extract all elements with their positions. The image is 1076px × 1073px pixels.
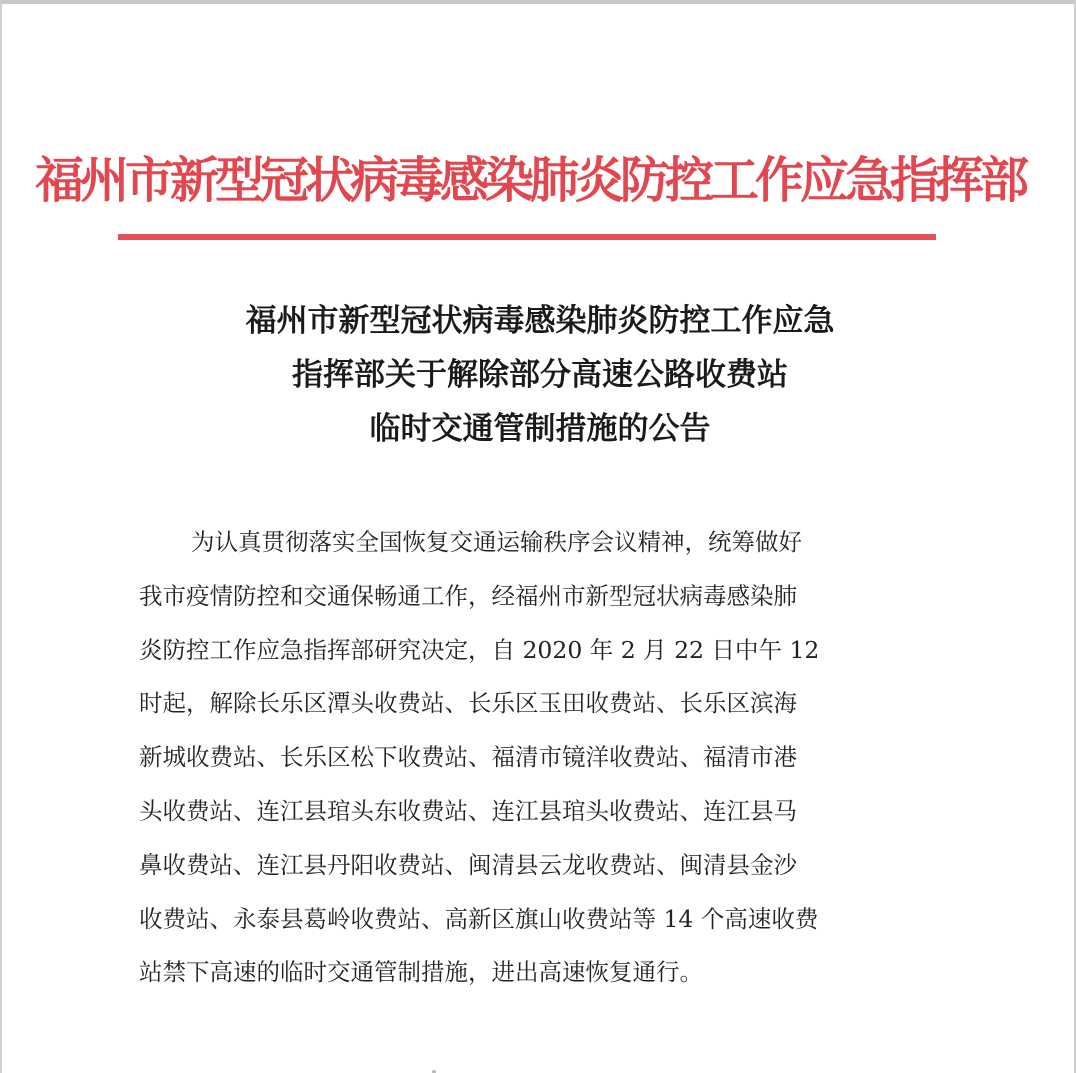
- body-line: 头收费站、连江县琯头东收费站、连江县琯头收费站、连江县马: [139, 796, 797, 825]
- announcement-title: [122, 294, 958, 456]
- title-line: 临时交通管制措施的公告: [369, 411, 711, 447]
- title-line: 福州市新型冠状病毒感染肺炎防控工作应急: [245, 303, 835, 339]
- body-line: 收费站、永泰县葛岭收费站、高新区旗山收费站等 14 个高速收费: [139, 904, 819, 933]
- title-line: 指挥部关于解除部分高速公路收费站: [292, 357, 788, 393]
- body-line: 站禁下高速的临时交通管制措施，进出高速恢复通行。: [139, 958, 703, 987]
- body-line: 时起，解除长乐区潭头收费站、长乐区玉田收费站、长乐区滨海: [139, 689, 797, 718]
- red-divider-line: [118, 234, 936, 240]
- body-line: 炎防控工作应急指挥部研究决定，自 2020 年 2 月 22 日中午 12: [139, 635, 820, 664]
- body-line: 我市疫情防控和交通保畅通工作，经福州市新型冠状病毒感染肺: [139, 581, 797, 610]
- body-line: 新城收费站、长乐区松下收费站、福清市镜洋收费站、福清市港: [139, 743, 797, 772]
- body-line: 为认真贯彻落实全国恢复交通运输秩序会议精神，统筹做好: [191, 528, 802, 556]
- body-line: 鼻收费站、连江县丹阳收费站、闽清县云龙收费站、闽清县金沙: [139, 850, 797, 879]
- issuing-authority-header: 福州市新型冠状病毒感染肺炎防控工作应急指挥部: [35, 151, 1026, 209]
- announcement-body: [139, 516, 939, 1000]
